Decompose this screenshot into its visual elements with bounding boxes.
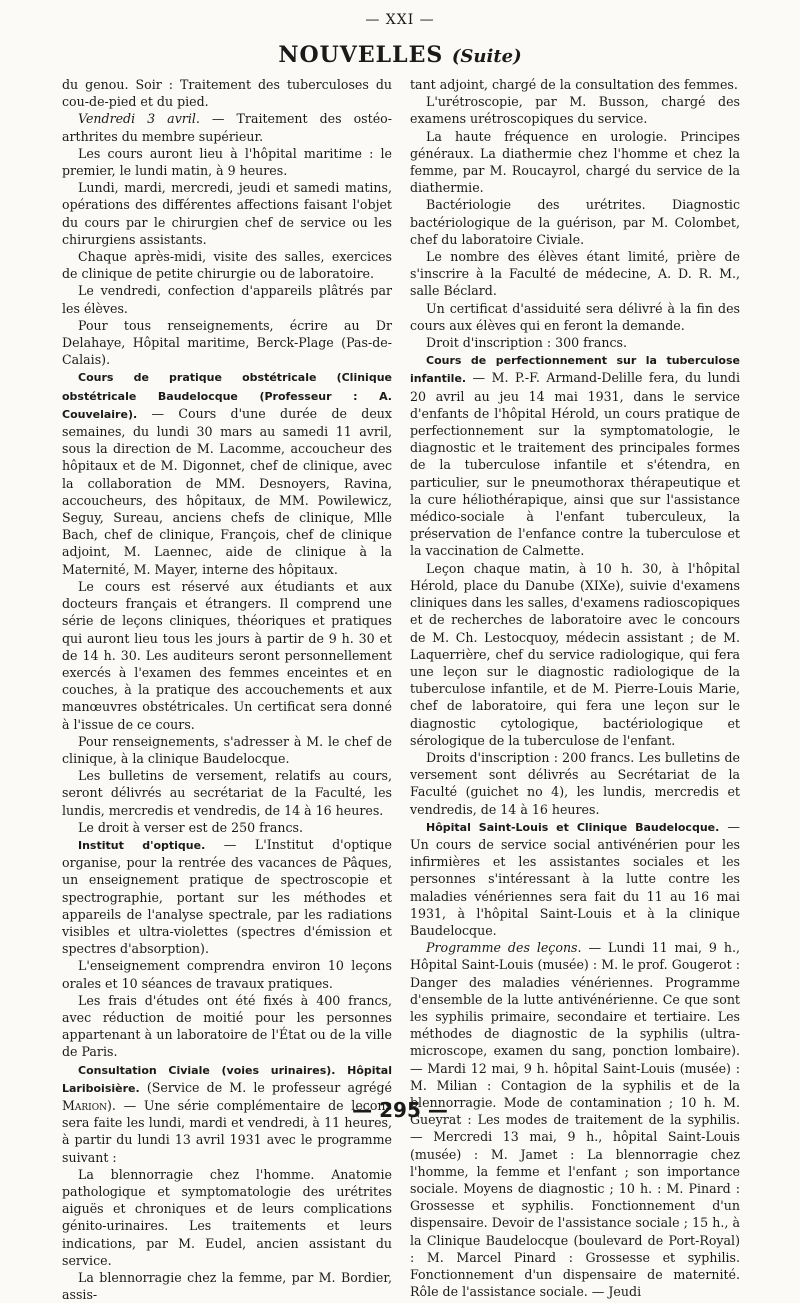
section [62,368,392,577]
section [410,818,740,939]
paragraph: L'enseignement comprendra environ 10 leçons orales et 10 séances de travaux pratiques. [62,958,392,991]
section-text: — L'Institut d'optique organise, pour la rentrée des vacances de Pâques, un enseignement pratique de spectroscopie et spectrographie, portant sur les méthodes et appareils de l'analyse spectrale, par les radiations visibles et ultra-violettes (spectres d'émission et spectres d'absorption). [62,836,392,957]
page-number: — 295 — [352,1098,448,1122]
section-heading: Cours de perfectionnement sur la tuberculose infantile. [410,354,740,386]
paragraph: Le nombre des élèves étant limité, prière de s'inscrire à la Faculté de médecine, A. D. R. M., salle Béclard. [410,249,740,299]
section [62,836,392,957]
paragraph: Pour renseignements, s'adresser à M. le chef de clinique, à la clinique Baudelocque. [62,733,392,766]
section [410,351,740,559]
paragraph: du genou. Soir : Traitement des tuberculoses du cou-de-pied et du pied. [62,77,392,110]
section-text: — Un cours de service social antivénérien pour les infirmières et les assistantes sociales et les personnes s'intéressant à la lutte contre les maladies vénériennes sera fait du 11 au 16 mai 1931, à l'hôpital Saint-Louis et à la clinique Baudelocque. [410,818,740,938]
section-text: ). — Une série complémentaire de leçons sera faite les lundi, mardi et vendredi, à 11 heures, à partir du lundi 13 avril 1931 avec le programme suivant : [62,1097,392,1165]
paragraph: La blennorragie chez l'homme. Anatomie pathologique et symptomatologie des urétrites aiguës et chroniques et de leurs complications génito-urinaires. Les traitements et leurs indications, par M. Eudel, ancien assistant du service. [62,1166,392,1268]
paragraph: tant adjoint, chargé de la consultation des femmes. [410,77,738,92]
paragraph: Pour tous renseignements, écrire au Dr Delahaye, Hôpital maritime, Berck-Plage (Pas-de-Calais). [62,317,392,368]
paragraph: Lundi, mardi, mercredi, jeudi et samedi matins, opérations des différentes affections faisant l'objet du cours par le chirurgien chef de service ou les chirurgiens assistants. [62,180,392,247]
section-text: — Cours d'une durée de deux semaines, du lundi 30 mars au samedi 11 avril, sous la direction de M. Lacomme, accoucheur des hôpitaux et de M. Digonnet, chef de clinique, avec la collaboration de MM. Desnoyers, Ravina, accoucheurs, des hôpitaux, de MM. Powilewicz, Seguy, Sureau, anciens chefs de clinique, Mlle Bach, chef de clinique, François, chef de clinique adjoint, M. Laennec, aide de clinique à la Maternité, M. Mayer, interne des hôpitaux. [62,405,392,577]
folio-roman: — XXI — [365,12,435,28]
paragraph: Un certificat d'assiduité sera délivré à la fin des cours aux élèves qui en feront la demande. [410,300,740,333]
section-heading: Consultation Civiale (voies urinaires). Hôpital Lariboisière. [62,1063,392,1095]
paragraph: Le droit à verser est de 250 francs. [78,819,303,835]
paragraph: Le vendredi, confection d'appareils plâtrés par les élèves. [62,283,392,316]
section-heading: Institut d'optique. [78,838,206,852]
page-title-text: NOUVELLES [278,42,444,68]
paragraph: Chaque après-midi, visite des salles, exercices de clinique de petite chirurgie ou de laboratoire. [62,249,392,282]
paragraph: L'urétroscopie, par M. Busson, chargé des examens urétroscopiques du service. [410,94,740,127]
section-text: — M. P.-F. Armand-Delille fera, du lundi 20 avril au jeu 14 mai 1931, dans le service d'enfants de l'hôpital Hérold, un cours pratique de perfectionnement sur la symptomatologie, le diagnostic et le traitement des principales formes de la tuberculose infantile et s'étendra, en particulier, sur le pneumothorax thérapeutique et la cure héliothérapique, ainsi que sur l'assistance médico-sociale à l'enfant tuberculeux, la préservation de l'enfance contre la tuberculose et la vaccination de Calmette. [410,370,740,559]
section-heading: Hôpital Saint-Louis et Clinique Baudelocque. [426,820,720,834]
paragraph-text: — Traitement des ostéo-arthrites du membre supérieur. [62,111,392,144]
page-title-suffix: (Suite) [451,46,522,67]
paragraph [62,110,392,144]
paragraph: La haute fréquence en urologie. Principes généraux. La diathermie chez l'homme et chez la femme, par M. Roucayrol, chargé du service de la diathermie. [410,128,740,196]
paragraph: Le cours est réservé aux étudiants et aux docteurs français et étrangers. Il comprend une série de leçons cliniques, théoriques et pratiques qui auront lieu tous les jours à partir de 9 h. 30 et de 14 h. 30. Les auditeurs seront personnellement exercés à l'examen des femmes enceintes et en couches, à la pratique des accouchements et aux manœuvres obstétricales. Un certificat sera donné à l'issue de ce cours. [62,578,392,732]
paragraph: Les cours auront lieu à l'hôpital maritime : le premier, le lundi matin, à 9 heures. [62,145,392,179]
section-heading: Cours de pratique obstétricale (Clinique obstétricale Baudelocque (Professeur : A. Couvelaire). [62,371,392,421]
page-title [0,42,800,68]
paragraph: Bactériologie des urétrites. Diagnostic bactériologique de la guérison, par M. Colombet, chef du laboratoire Civiale. [410,197,740,247]
paragraph: Droit d'inscription : 300 francs. [426,335,627,351]
paragraph-label: Programme des leçons. [426,940,582,956]
paragraph: La blennorragie chez la femme, par M. Bordier, assis- [62,1270,392,1303]
paragraph-label: Vendredi 3 avril. [78,111,200,127]
paragraph-text: — Lundi 11 mai, 9 h., Hôpital Saint-Louis (musée) : M. le prof. Gougerot : Danger des maladies vénériennes. Programme d'ensemble de la lutte antivénérienne. Ce que sont les syphilis primaire, secondaire et tertiaire. Les méthodes de diagnostic de la syphilis (ultra-microscope, examen du sang, ponction lombaire). — Mardi 12 mai, 9 h. hôpital Saint-Louis (musée) : M. Milian : Contagion de la syphilis et de la blennorragie. Mode de contamination ; 10 h. M. Gueyrat : Les modes de traitement de la syphilis. — Mercredi 13 mai, 9 h., hôpital Saint-Louis (musée) : M. Jamet : La blennorragie chez l'homme, la femme et l'enfant ; son importance sociale. Moyens de diagnostic ; 10 h. : M. Pinard : Grossesse et syphilis. Fonctionnement d'un dispensaire. Devoir de l'assistance sociale ; 15 h., à la Clinique Baudelocque (boulevard de Port-Royal) : M. Marcel Pinard : Grossesse et syphilis. Fonctionnement d'un dispensaire de maternité. Rôle de l'assistance sociale. — Jeudi [410,940,740,1300]
person-name: Marion [62,1097,107,1113]
paragraph: Droits d'inscription : 200 francs. Les bulletins de versement sont délivrés au Secrétariat de la Faculté (guichet no 4), les lundis, mercredis et vendredis, de 14 à 16 heures. [410,749,740,817]
paragraph: Les bulletins de versement, relatifs au cours, seront délivrés au secrétariat de la Faculté, les lundis, mercredis et vendredis, de 14 à 16 heures. [62,768,392,818]
paragraph: Les frais d'études ont été fixés à 400 francs, avec réduction de moitié pour les personnes appartenant à un laboratoire de l'État ou de la ville de Paris. [62,992,392,1060]
paragraph: Leçon chaque matin, à 10 h. 30, à l'hôpital Hérold, place du Danube (XIXe), suivie d'examens cliniques dans les salles, d'examens radioscopiques et de recherches de laboratoire avec le concours de M. Ch. Lestocquoy, médecin assistant ; de M. Laquerrière, chef du service radiologique, qui fera une leçon sur le diagnostic radiologique de la tuberculose infantile, et de M. Pierre-Louis Marie, chef de laboratoire, qui fera une leçon sur le diagnostic cytologique, bactériologique et sérologique de la tuberculose de l'enfant. [410,560,740,748]
section-text: (Service de M. le professeur agrégé [139,1079,392,1095]
